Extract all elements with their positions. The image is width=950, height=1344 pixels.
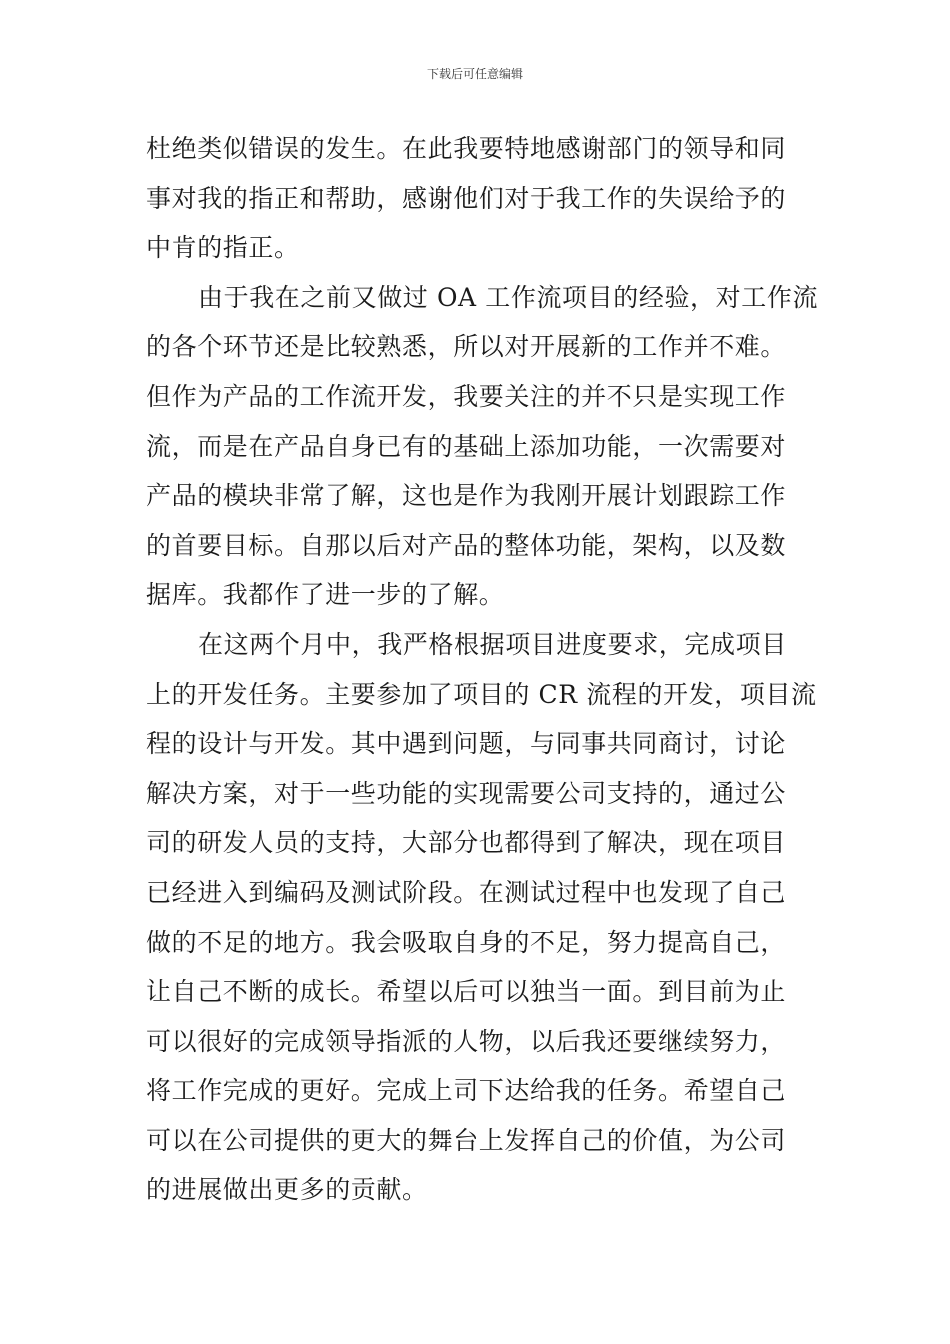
document-body (146, 124, 819, 1215)
text-line: 流，而是在产品自身已有的基础上添加功能，一次需要对 (146, 431, 787, 461)
text-line: 据库。我都作了进一步的了解。 (146, 580, 505, 610)
text-line: 将工作完成的更好。完成上司下达给我的任务。希望自己 (146, 1076, 787, 1106)
text-line: 做的不足的地方。我会吸取自身的不足，努力提高自己， (146, 927, 787, 957)
text-line: 事对我的指正和帮助，感谢他们对于我工作的失误给予的 (146, 183, 787, 213)
text-line: 可以很好的完成领导指派的人物，以后我还要继续努力， (146, 1026, 787, 1056)
text-line: 让自己不断的成长。希望以后可以独当一面。到目前为止 (146, 977, 787, 1007)
text-line: 杜绝类似错误的发生。在此我要特地感谢部门的领导和同 (146, 134, 787, 163)
text-line: 上的开发任务。主要参加了项目的 CR 流程的开发，项目流 (146, 679, 817, 709)
text-line: 产品的模块非常了解，这也是作为我刚开展计划跟踪工作 (146, 481, 787, 511)
text-line: 中肯的指正。 (146, 233, 300, 263)
text-line: 司的研发人员的支持，大部分也都得到了解决，现在项目 (146, 828, 787, 858)
text-line: 已经进入到编码及测试阶段。在测试过程中也发现了自己 (146, 877, 787, 907)
text-line: 程的设计与开发。其中遇到问题，与同事共同商讨，讨论 (146, 729, 787, 759)
paragraph-first-line: 在这两个月中，我严格根据项目进度要求，完成项目 (198, 629, 787, 659)
text-line: 可以在公司提供的更大的舞台上发挥自己的价值，为公司 (146, 1125, 787, 1155)
text-line: 但作为产品的工作流开发，我要关注的并不只是实现工作 (146, 381, 787, 411)
text-line: 解决方案，对于一些功能的实现需要公司支持的，通过公 (146, 778, 787, 808)
text-line: 的各个环节还是比较熟悉，所以对开展新的工作并不难。 (146, 332, 787, 362)
text-line: 的首要目标。自那以后对产品的整体功能，架构，以及数 (146, 530, 787, 560)
paragraph-first-line: 由于我在之前又做过 OA 工作流项目的经验，对工作流 (198, 282, 819, 312)
text-line: 的进展做出更多的贡献。 (146, 1175, 428, 1205)
page-header-note: 下载后可任意编辑 (426, 67, 523, 81)
